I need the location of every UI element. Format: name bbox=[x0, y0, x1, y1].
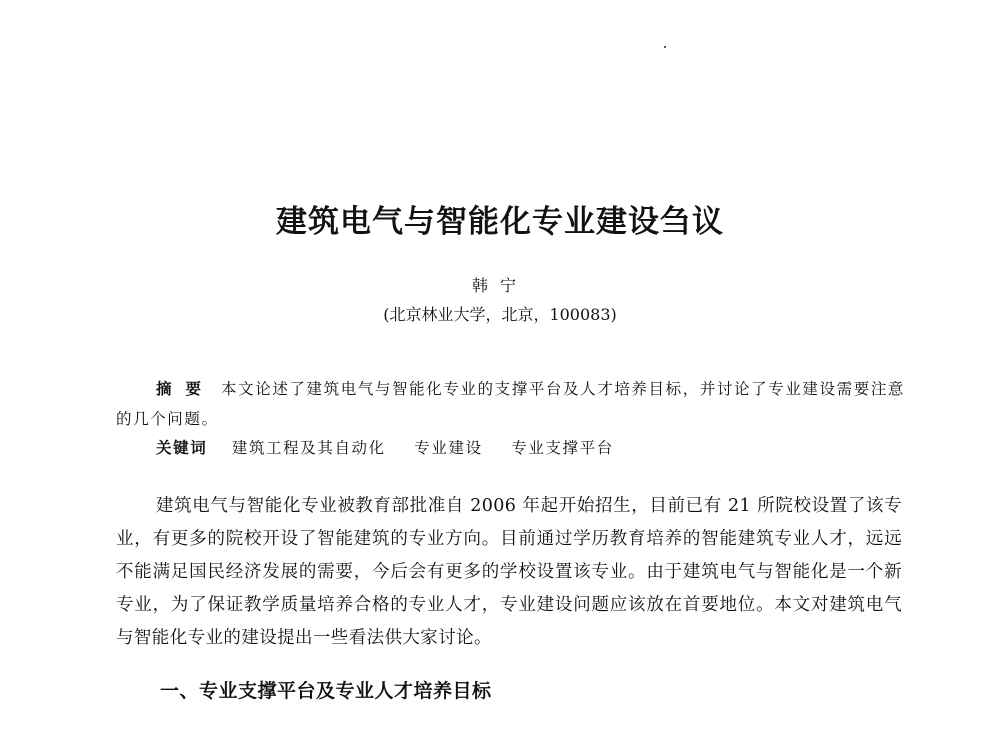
abstract-label: 摘要 bbox=[156, 380, 216, 398]
keyword: 专业支撑平台 bbox=[511, 439, 614, 457]
abstract bbox=[116, 374, 906, 434]
abstract-text: 本文论述了建筑电气与智能化专业的支撑平台及人才培养目标，并讨论了专业建设需要注意的几个问题。 bbox=[116, 380, 906, 428]
keywords-label: 关键词 bbox=[156, 439, 208, 457]
body-paragraph: 建筑电气与智能化专业被教育部批准自 2006 年起开始招生，目前已有 21 所院校设置了该专业，有更多的院校开设了智能建筑的专业方向。目前通过学历教育培养的智能建筑专业人才，远远不能满足国民经济发展的需要，今后会有更多的学校设置该专业。由于建筑电气与智能化是一个新专业，为了保证教学质量培养合格的专业人才，专业建设问题应该放在首要地位。本文对建筑电气与智能化专业的建设提出一些看法供大家讨论。 bbox=[116, 496, 902, 648]
keyword: 建筑工程及其自动化 bbox=[231, 439, 386, 457]
keyword: 专业建设 bbox=[414, 439, 483, 457]
author-affiliation: (北京林业大学，北京，100083) bbox=[383, 305, 617, 324]
author-name: 韩宁 bbox=[471, 276, 528, 295]
section-heading: 一、专业支撑平台及专业人才培养目标 bbox=[160, 680, 492, 702]
paper-title: 建筑电气与智能化专业建设刍议 bbox=[276, 204, 724, 240]
keywords bbox=[156, 436, 636, 458]
scan-speck bbox=[664, 46, 666, 48]
